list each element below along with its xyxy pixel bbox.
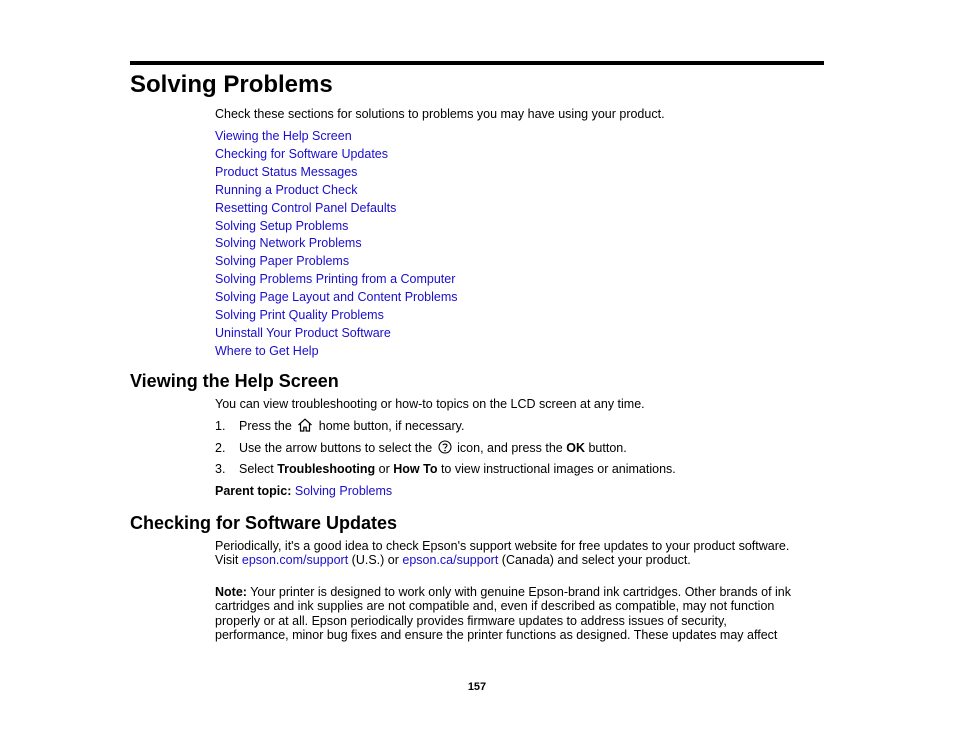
toc-item[interactable] <box>215 200 458 218</box>
note-line-2: cartridges and ink supplies are not compatible and, even if described as compatible, may not function <box>215 599 775 613</box>
toc-link[interactable]: Uninstall Your Product Software <box>215 325 391 340</box>
page-number: 157 <box>467 681 487 693</box>
toc-link[interactable]: Product Status Messages <box>215 164 358 179</box>
step-number: 3. <box>215 462 226 476</box>
parent-topic-link[interactable]: Solving Problems <box>294 484 393 498</box>
toc-item[interactable] <box>215 182 458 200</box>
toc-item[interactable] <box>215 218 458 236</box>
top-rule <box>130 61 824 65</box>
toc-item[interactable] <box>215 271 458 289</box>
help-step-1: 1. Press the home button, if necessary. <box>215 418 464 436</box>
toc-link[interactable]: Running a Product Check <box>215 182 358 197</box>
parent-topic <box>215 484 392 499</box>
toc-item[interactable] <box>215 128 458 146</box>
toc-link[interactable]: Solving Problems Printing from a Computer <box>215 272 456 287</box>
toc-link[interactable]: Checking for Software Updates <box>215 146 389 161</box>
updates-line-1: Periodically, it's a good idea to check Epson's support website for free updates to your product software. <box>215 539 790 553</box>
help-step-3: 3. Select Troubleshooting or How To to view instructional images or animations. <box>215 462 676 476</box>
updates-line-2: Visit epson.com/support (U.S.) or epson.ca/support (Canada) and select your product. <box>215 553 691 567</box>
toc-item[interactable] <box>215 235 458 253</box>
help-step-2: 2. Use the arrow buttons to select the icon, and press the OK button. <box>215 440 627 458</box>
toc-list <box>215 128 458 361</box>
toc-item[interactable] <box>215 289 458 307</box>
epson-us-support-link[interactable]: epson.com/support <box>241 553 349 567</box>
note-line-3: properly or at all. Epson periodically provides firmware updates to address issues of security, <box>215 614 727 628</box>
toc-item[interactable] <box>215 253 458 271</box>
section-heading-help: Viewing the Help Screen <box>130 371 339 391</box>
help-question-icon <box>438 440 452 458</box>
note-label: Note: <box>215 585 247 599</box>
toc-item[interactable] <box>215 146 458 164</box>
epson-ca-support-link[interactable]: epson.ca/support <box>402 553 499 567</box>
toc-item[interactable] <box>215 343 458 361</box>
section-heading-updates: Checking for Software Updates <box>130 513 398 533</box>
toc-link[interactable]: Resetting Control Panel Defaults <box>215 200 397 215</box>
toc-link[interactable]: Viewing the Help Screen <box>215 129 352 143</box>
note-line-1: Note: Your printer is designed to work only with genuine Epson-brand ink cartridges. Other brands of ink <box>215 585 792 599</box>
home-icon <box>297 418 313 436</box>
note-line-4: performance, minor bug fixes and ensure the printer functions as designed. These updates may affect <box>215 628 778 642</box>
toc-item[interactable] <box>215 307 458 325</box>
toc-link[interactable]: Where to Get Help <box>215 343 319 358</box>
toc-link[interactable]: Solving Page Layout and Content Problems <box>215 290 458 305</box>
toc-link[interactable]: Solving Print Quality Problems <box>215 308 384 323</box>
help-intro: You can view troubleshooting or how-to topics on the LCD screen at any time. <box>215 397 645 411</box>
intro-text: Check these sections for solutions to problems you may have using your product. <box>215 107 665 121</box>
step-number: 1. <box>215 419 226 433</box>
page-title: Solving Problems <box>130 71 333 98</box>
toc-link[interactable]: Solving Paper Problems <box>215 254 350 269</box>
toc-item[interactable] <box>215 164 458 182</box>
toc-link[interactable]: Solving Setup Problems <box>215 218 349 233</box>
step-number: 2. <box>215 441 226 455</box>
toc-link[interactable]: Solving Network Problems <box>215 236 362 251</box>
parent-topic-label: Parent topic: <box>215 484 292 498</box>
toc-item[interactable] <box>215 325 458 343</box>
